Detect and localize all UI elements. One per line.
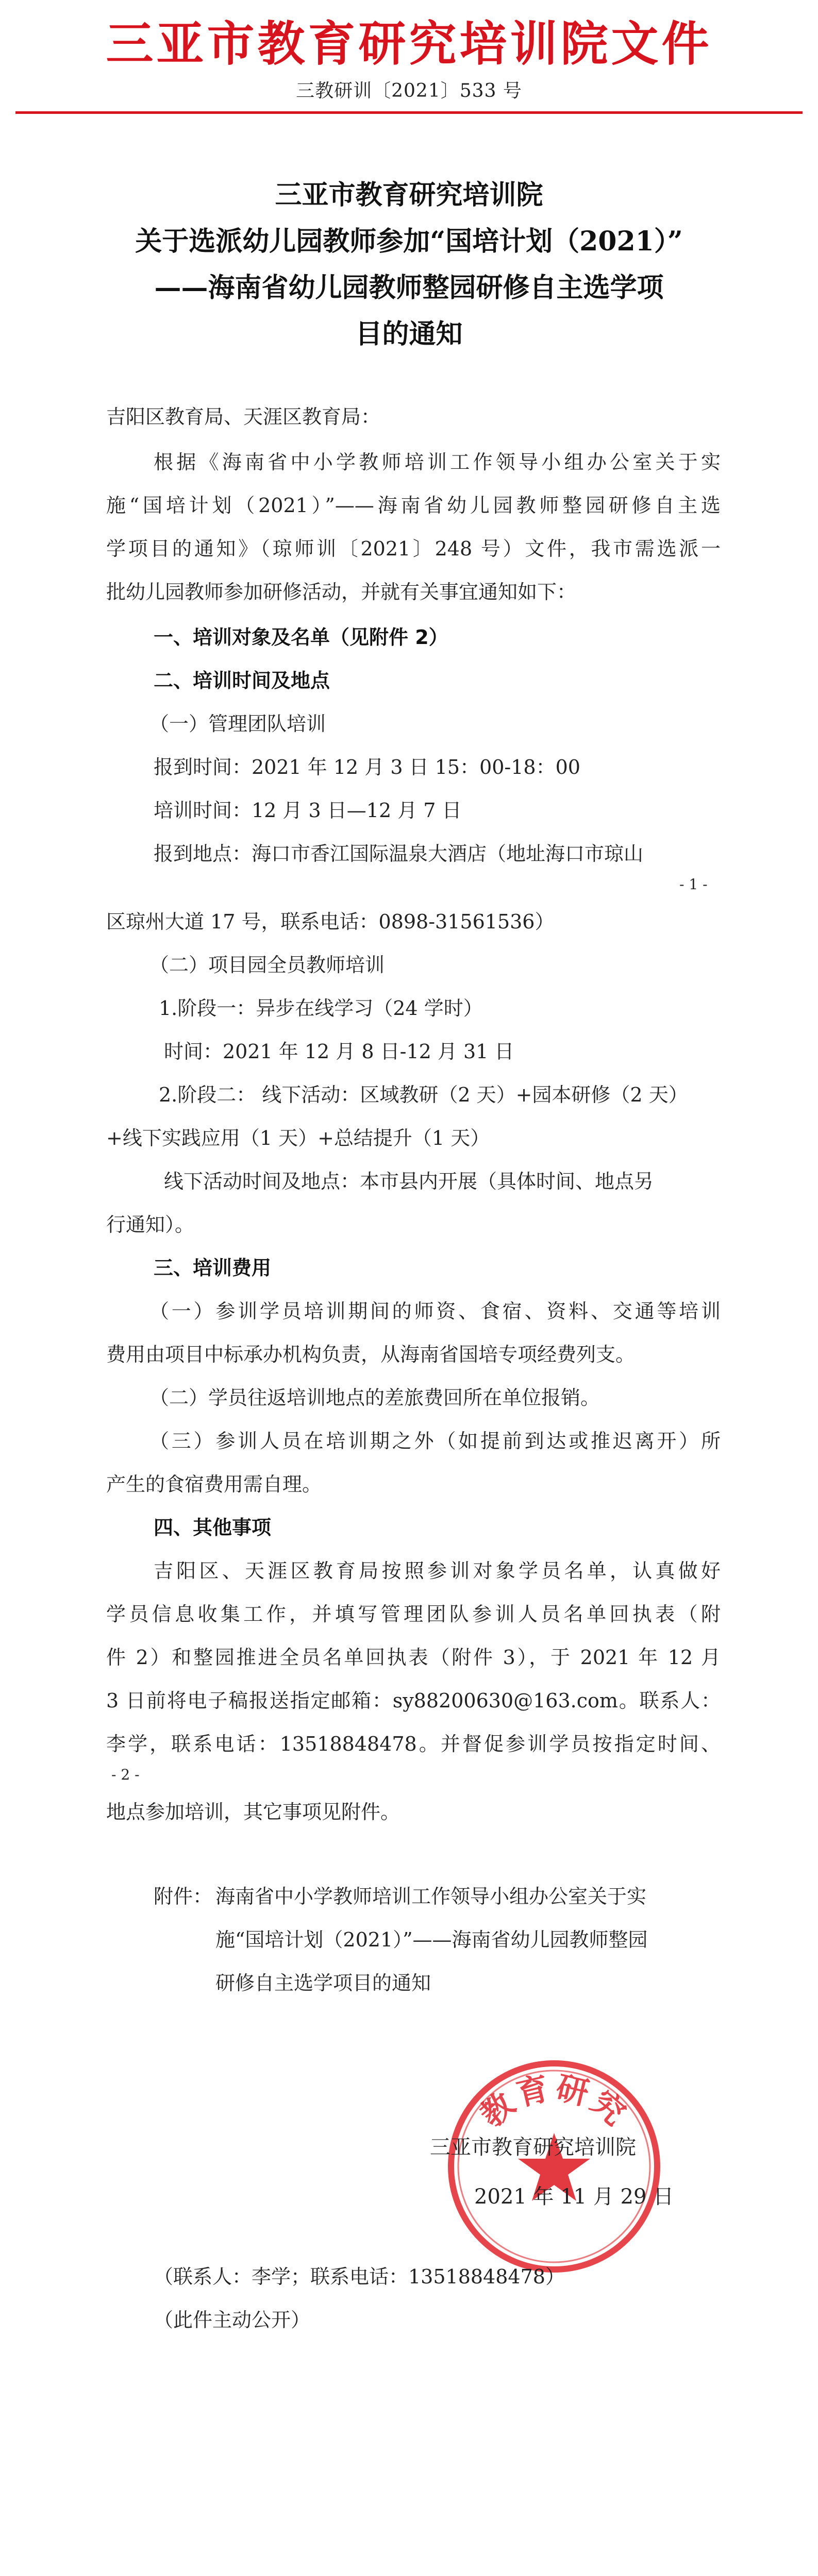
other-matters-line-1: 吉阳区、天涯区教育局按照参训对象学员名单，认真做好 xyxy=(154,1560,721,1582)
stage-1: 1.阶段一：异步在线学习（24 学时） xyxy=(159,997,483,1020)
stage-2-line-2: +线下实践应用（1 天）+总结提升（1 天） xyxy=(106,1127,490,1149)
other-matters-line-4: 3 日前将电子稿报送指定邮箱：sy88200630@163.com。联系人： xyxy=(106,1689,721,1712)
other-matters-line-2: 学员信息收集工作，并填写管理团队参训人员名单回执表（附 xyxy=(106,1603,721,1625)
salutation: 吉阳区教育局、天涯区教育局： xyxy=(106,405,381,428)
document-header-title: 三亚市教育研究培训院文件 xyxy=(106,16,712,72)
title-line-1: 三亚市教育研究培训院 xyxy=(275,179,543,211)
section-2-heading: 二、培训时间及地点 xyxy=(154,669,330,692)
contact-info: （联系人：李学；联系电话：13518848478） xyxy=(154,2265,565,2288)
other-matters-last-line: 地点参加培训，其它事项见附件。 xyxy=(106,1801,400,1823)
section-2-sub-2: （二）项目园全员教师培训 xyxy=(149,954,385,976)
other-matters-line-5: 李学，联系电话：13518848478。并督促参训学员按指定时间、 xyxy=(106,1733,721,1755)
header-red-rule xyxy=(15,111,803,114)
section-3-heading: 三、培训费用 xyxy=(154,1257,272,1279)
title-line-3: ——海南省幼儿园教师整园研修自主选学项 xyxy=(154,272,664,303)
document-number: 三教研训〔2021〕533 号 xyxy=(296,80,522,101)
report-place-line-1: 报到地点：海口市香江国际温泉大酒店（地址海口市琼山 xyxy=(154,842,644,865)
section-2-sub-1: （一）管理团队培训 xyxy=(149,713,326,735)
attachment-line-2: 施“国培计划（2021）”——海南省幼儿园教师整园 xyxy=(215,1928,648,1951)
public-note: （此件主动公开） xyxy=(154,2309,311,2331)
attachment-line-3: 研修自主选学项目的通知 xyxy=(215,1972,431,1994)
attachment-label: 附件： xyxy=(154,1885,213,1908)
fee-item-3-line-2: 产生的食宿费用需自理。 xyxy=(106,1473,322,1496)
section-1-heading: 一、培训对象及名单（见附件 2） xyxy=(154,626,448,649)
signing-date: 2021 年 11 月 29 日 xyxy=(474,2185,674,2209)
intro-line-3: 学项目的通知》（琼师训〔2021〕248 号）文件，我市需选派一 xyxy=(106,537,721,560)
fee-item-1-line-2: 费用由项目中标承办机构负责，从海南省国培专项经费列支。 xyxy=(106,1343,636,1366)
offline-time-place-line-1: 线下活动时间及地点：本市县内开展（具体时间、地点另 xyxy=(164,1170,654,1193)
intro-line-4: 批幼儿园教师参加研修活动，并就有关事宜通知如下： xyxy=(106,581,577,603)
offline-time-place-line-2: 行通知）。 xyxy=(106,1213,195,1236)
section-4-heading: 四、其他事项 xyxy=(154,1516,272,1539)
fee-item-1-line-1: （一）参训学员培训期间的师资、食宿、资料、交通等培训 xyxy=(149,1300,721,1323)
report-time: 报到时间：2021 年 12 月 3 日 15：00-18：00 xyxy=(154,756,580,778)
other-matters-line-3: 件 2）和整园推进全员名单回执表（附件 3），于 2021 年 12 月 xyxy=(106,1646,721,1669)
attachment-line-1: 海南省中小学教师培训工作领导小组办公室关于实 xyxy=(215,1885,647,1908)
report-place-line-2: 区琼州大道 17 号，联系电话：0898-31561536） xyxy=(106,910,555,933)
page-number-1: - 1 - xyxy=(679,876,708,893)
fee-item-3-line-1: （三）参训人员在培训期之外（如提前到达或推迟离开）所 xyxy=(149,1430,721,1452)
stage-2-line-1: 2.阶段二： 线下活动：区域教研（2 天）+园本研修（2 天） xyxy=(159,1083,688,1106)
stage-1-time: 时间：2021 年 12 月 8 日-12 月 31 日 xyxy=(164,1040,514,1063)
intro-line-1: 根据《海南省中小学教师培训工作领导小组办公室关于实 xyxy=(154,451,721,473)
fee-item-2: （二）学员往返培训地点的差旅费回所在单位报销。 xyxy=(149,1386,600,1409)
page-number-2: - 2 - xyxy=(111,1766,140,1783)
intro-line-2: 施“国培计划（2021）”——海南省幼儿园教师整园研修自主选 xyxy=(106,494,721,517)
training-time: 培训时间：12 月 3 日—12 月 7 日 xyxy=(154,799,462,822)
title-line-2: 关于选派幼儿园教师参加“国培计划（2021）” xyxy=(135,226,683,257)
official-seal-stamp xyxy=(443,2056,665,2277)
svg-text:教育研究: 教育研究 xyxy=(473,2068,636,2134)
title-line-4: 目的通知 xyxy=(355,318,463,350)
signing-organization: 三亚市教育研究培训院 xyxy=(430,2136,636,2159)
